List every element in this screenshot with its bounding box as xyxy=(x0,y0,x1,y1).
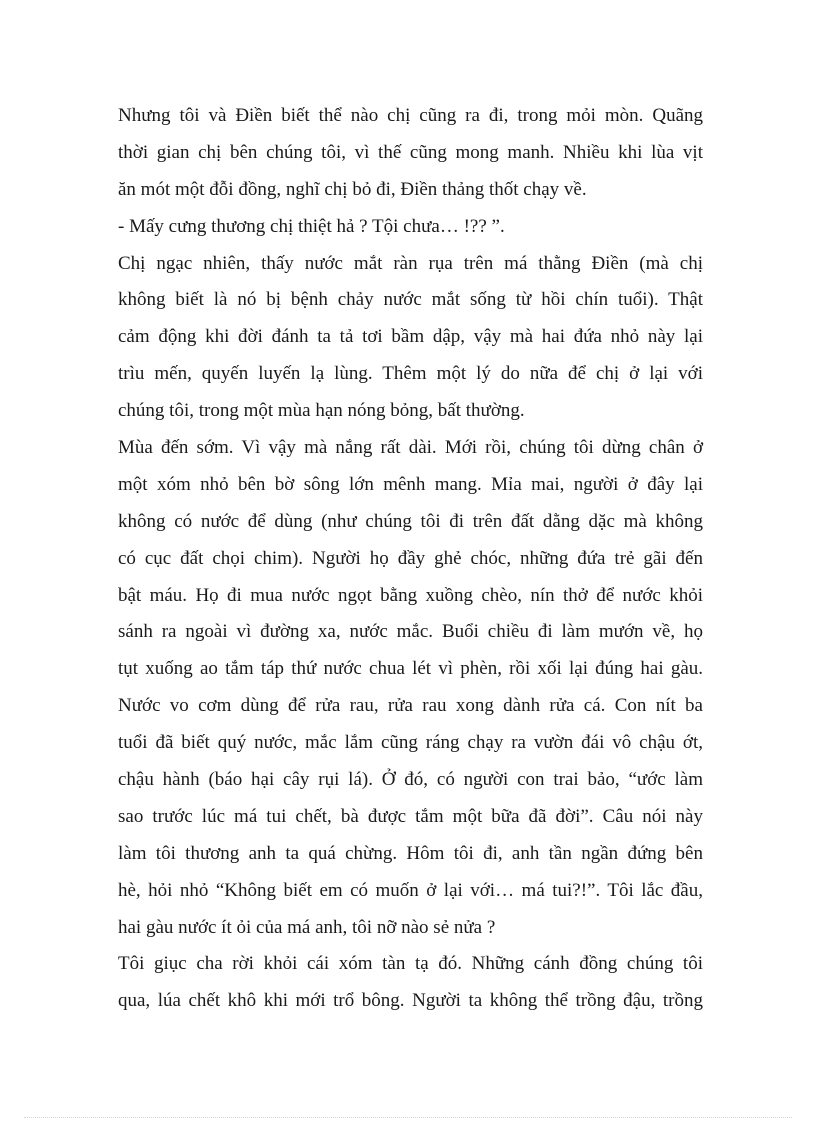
text-line: - Mấy cưng thương chị thiệt hả ? Tội chưa… !?? ”. xyxy=(118,215,505,237)
text-line: chậu hành (báo hại cây rụi lá). Ở đó, có người con trai bảo, “ước làm xyxy=(118,769,703,791)
text-line: ăn mót một đỗi đồng, nghĩ chị bỏ đi, Điền thảng thốt chạy về. xyxy=(118,178,587,200)
text-line: cảm động khi đời đánh ta tả tơi bầm dập, vậy mà hai đứa nhỏ này lại xyxy=(118,326,703,348)
text-line: Nước vo cơm dùng để rửa rau, rửa rau xong dành rửa cá. Con nít ba xyxy=(118,695,703,717)
text-line: Chị ngạc nhiên, thấy nước mắt ràn rụa trên má thằng Điền (mà chị xyxy=(118,252,703,274)
text-line: không có nước để dùng (như chúng tôi đi trên đất dằng dặc mà không xyxy=(118,510,703,532)
text-line: qua, lúa chết khô khi mới trổ bông. Người ta không thể trồng đậu, trồng xyxy=(118,990,703,1012)
text-line: hè, hỏi nhỏ “Không biết em có muốn ở lại với… má tui?!”. Tôi lắc đầu, xyxy=(118,879,703,901)
text-line: không biết là nó bị bệnh chảy nước mắt sống từ hồi chín tuổi). Thật xyxy=(118,289,703,311)
text-line: Nhưng tôi và Điền biết thể nào chị cũng ra đi, trong mỏi mòn. Quãng xyxy=(118,105,703,126)
text-line: Tôi giục cha rời khỏi cái xóm tàn tạ đó. Những cánh đồng chúng tôi xyxy=(118,953,703,975)
text-line: làm tôi thương anh ta quá chừng. Hôm tôi đi, anh tần ngần đứng bên xyxy=(118,842,703,864)
text-line: một xóm nhỏ bên bờ sông lớn mênh mang. Mỉa mai, người ở đây lại xyxy=(118,473,703,495)
page-bottom-divider xyxy=(24,1117,792,1118)
text-line: thời gian chị bên chúng tôi, vì thế cũng mong manh. Nhiều khi lùa vịt xyxy=(118,141,703,163)
text-line: sánh ra ngoài vì đường xa, nước mắc. Buổi chiều đi làm mướn về, họ xyxy=(118,621,703,643)
text-line: trìu mến, quyến luyến lạ lùng. Thêm một lý do nữa để chị ở lại với xyxy=(118,363,703,385)
text-line: hai gàu nước ít ỏi của má anh, tôi nỡ nào sẻ nửa ? xyxy=(118,916,496,938)
text-line: Mùa đến sớm. Vì vậy mà nắng rất dài. Mới rồi, chúng tôi dừng chân ở xyxy=(118,437,703,459)
text-line: có cục đất chọi chim). Người họ đầy ghẻ chóc, những đứa trẻ gãi đến xyxy=(118,547,703,569)
text-line: tụt xuống ao tắm táp thứ nước chua lét vì phèn, rồi xối lại đúng hai gàu. xyxy=(118,658,703,680)
text-line: chúng tôi, trong một mùa hạn nóng bỏng, bất thường. xyxy=(118,400,525,422)
body-text xyxy=(118,98,703,1020)
text-line: tuổi đã biết quý nước, mắc lắm cũng ráng chạy ra vườn đái vô chậu ớt, xyxy=(118,732,703,754)
text-line: sao trước lúc má tui chết, bà được tắm một bữa đã đời”. Câu nói này xyxy=(118,805,703,827)
text-line: bật máu. Họ đi mua nước ngọt bằng xuồng chèo, nín thở để nước khỏi xyxy=(118,584,703,606)
